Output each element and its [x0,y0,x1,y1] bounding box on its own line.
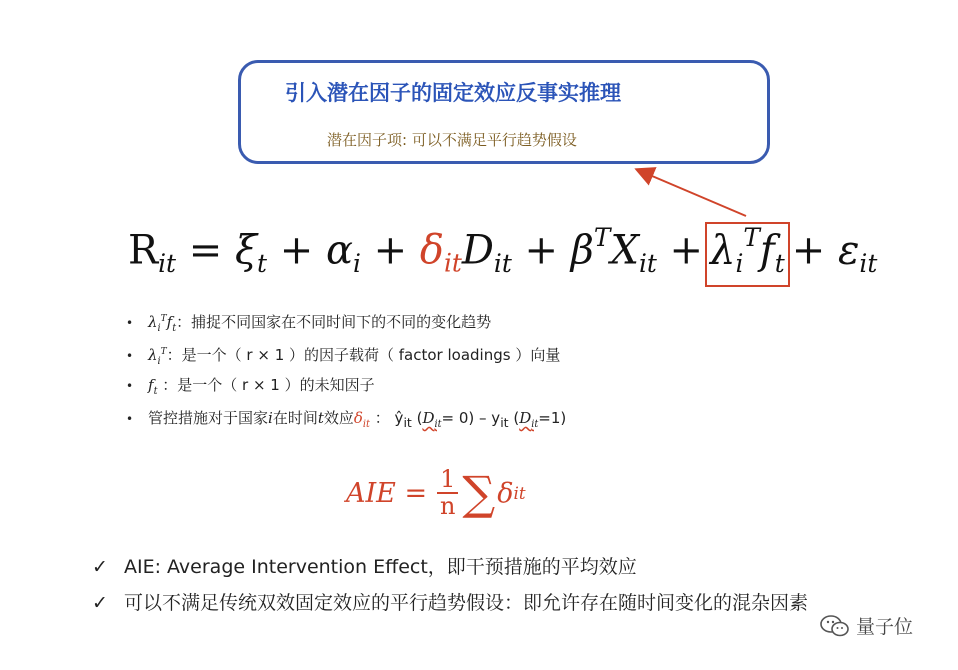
main-equation: $R_{it} = \xi_t + \alpha_i + \delta_{it}D_{it} + \beta^TX_{it} + \lambda_i^Tf_t + \varepsilon_{it}$ [128,222,877,287]
latent-factor-term: $\lambda_i^Tf_t$ [705,222,790,287]
callout-subtitle: 潜在因子项: 可以不满足平行趋势假设 [327,131,577,149]
callout-title: 引入潜在因子的固定效应反事实推理 [285,81,621,105]
list-item: • $\lambda_i^T$：是一个（ r × 1 ）的因子载荷（ factor loadings ）向量 [126,346,561,367]
check-icon: ✓ [92,556,108,578]
aie-formula: AIE = $\frac{1}{n}$ ∑ δ it [346,464,526,520]
callout-box [238,60,770,164]
watermark-label: 量子位 [856,616,914,638]
watermark [820,612,913,639]
conclusion-list [92,554,808,626]
list-item: ✓ AIE: Average Intervention Effect，即干预措施的平均效应 [92,556,637,578]
list-item: • $\lambda_i^Tf_t$：捕捉不同国家在不同时间下的不同的变化趋势 [126,313,492,334]
wechat-icon [820,614,850,638]
definitions-list [126,308,566,440]
list-item: • $f_t$ ：是一个（ r × 1 ）的未知因子 [126,376,375,397]
list-item: ✓ 可以不满足传统双效固定效应的平行趋势假设：即允许存在随时间变化的混杂因素 [92,592,809,614]
list-item: • 管控措施对于国家i在时间t效应$\delta_{it}$ ： $ŷ_{it}$ $(D_{it}= 0) - y_{it}$ $(D_{it}=1)$ [126,409,567,430]
check-icon: ✓ [92,592,108,614]
